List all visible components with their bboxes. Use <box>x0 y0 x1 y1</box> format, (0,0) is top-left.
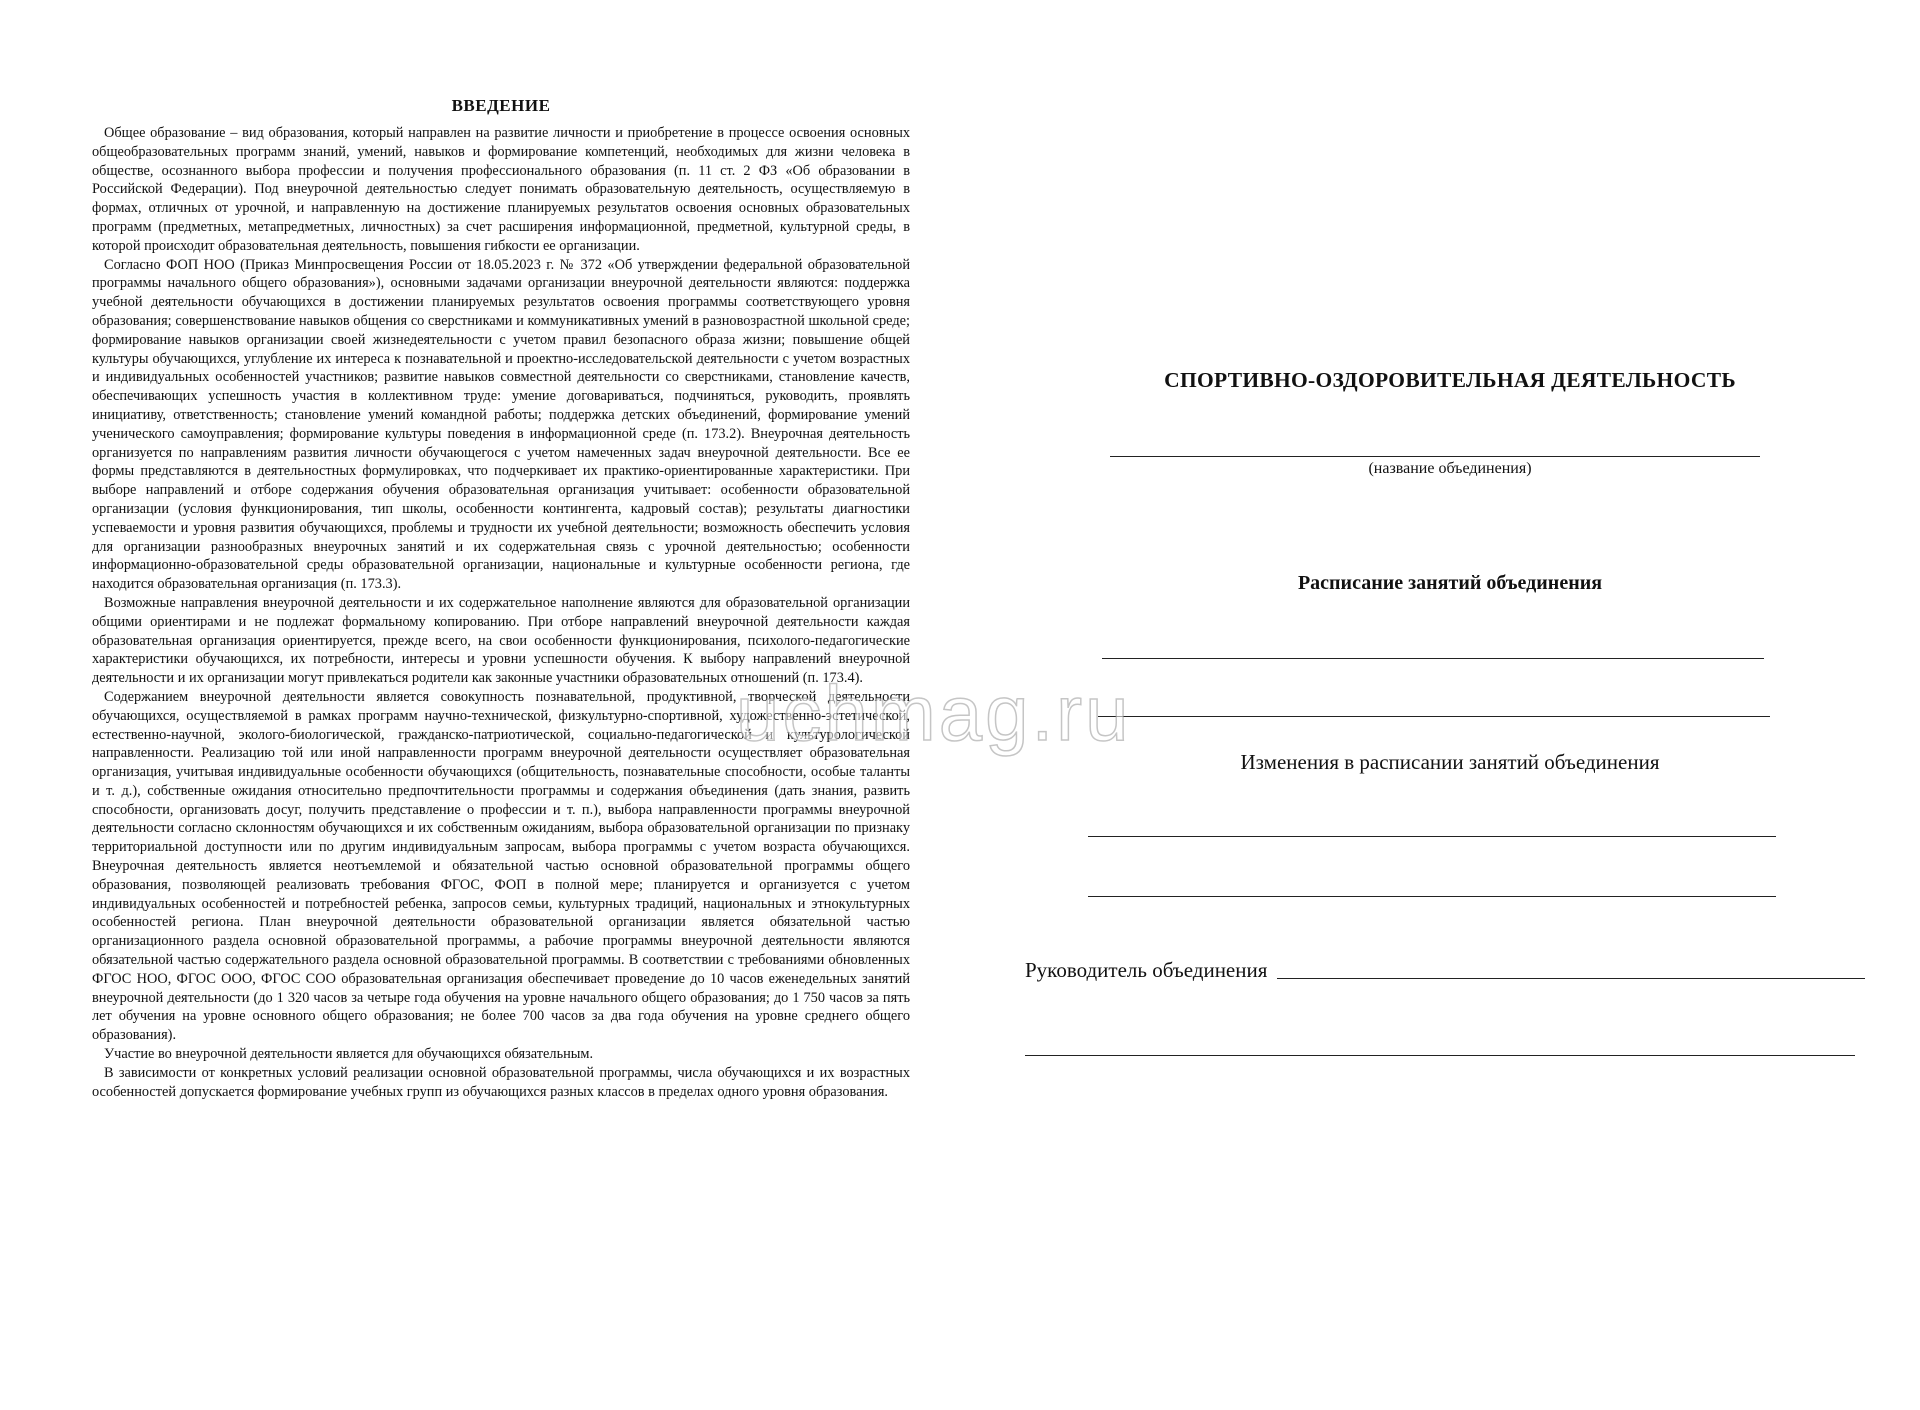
schedule-line-1 <box>1102 658 1764 659</box>
intro-paragraph: Содержанием внеурочной деятельности является совокупность познавательной, продуктивной, творческой деятельности обучающихся, осуществляемой в рамках программ научно-технической, физкультурно-спортивной, художественно-эстетической, естественно-научной, эколого-биологической, гражданско-патриотической, социально-педагогической и культурологической направленности. Реализацию той или иной направленности программ внеурочной деятельности осуществляет образовательная организация, учитывая индивидуальные особенности обучающихся (общительность, познавательные способности, особые таланты и т. д.), собственные ожидания относительно предпочтительности программы и содержания объединения (дать знания, развить способности, организовать досуг, получить представление о профессии и т. п.), выбора направленности программы внеурочной деятельности согласно склонностям обучающихся и их собственным ожиданиям, выбора образовательной организации по признаку территориальной доступности или по другим индивидуальным запросам, выбора программы с учетом возраста обучающихся. Внеурочная деятельность является неотъемлемой и обязательной частью основной образовательной программы общего образования, позволяющей реализовать требования ФГОС, ФОП в полной мере; планируется и организуется с учетом индивидуальных особенностей и потребностей ребенка, запросов семьи, культурных традиций, национальных и этнокультурных особенностей региона. План внеурочной деятельности образовательной организации является обязательной частью организационного раздела основной образовательной программы, а рабочие программы внеурочной деятельности являются обязательной частью содержательного раздела основной образовательной программы. В соответствии с требованиями обновленных ФГОС НОО, ФГОС ООО, ФГОС СОО образовательная организация обеспечивает проведение до 10 часов еженедельных занятий внеурочной деятельности (до 1 320 часов за четыре года обучения на уровне начального общего образования; до 1 750 часов за пять лет обучения на уровне основного общего образования; не более 700 часов за два года обучения на уровне среднего общего образования). <box>92 688 910 1044</box>
leader-name-line <box>1277 978 1865 979</box>
schedule-line-2 <box>1098 716 1770 717</box>
left-page <box>92 96 910 1101</box>
association-name-caption: (название объединения) <box>1368 460 1532 477</box>
intro-paragraph: Общее образование – вид образования, который направлен на развитие личности и приобретение в процессе освоения основных общеобразовательных программ знаний, умений, навыков и формирование компетенций, необходимых для жизни человека в обществе, осознанного выбора профессии и получения профессионального образования (п. 11 ст. 2 ФЗ «Об образовании в Российской Федерации). Под внеурочной деятельностью следует понимать образовательную деятельность, осуществляемую в формах, отличных от урочной, и направленную на достижение планируемых результатов освоения основных образовательных программ (предметных, метапредметных, личностных) за счет расширения информационной, предметной, культурной среды, в которой происходит образовательная деятельность, повышения гибкости ее организации. <box>92 125 910 254</box>
changes-title: Изменения в расписании занятий объединения <box>1240 750 1660 774</box>
right-page <box>1010 0 1890 1410</box>
intro-paragraph: Согласно ФОП НОО (Приказ Минпросвещения России от 18.05.2023 г. № 372 «Об утверждении федеральной образовательной программы начального общего образования»), основными задачами организации внеурочной деятельности являются: поддержка учебной деятельности обучающихся в достижении планируемых результатов освоения программы соответствующего уровня образования; совершенствование навыков общения со сверстниками и коммуникативных умений в разновозрастной школьной среде; формирование навыков организации своей жизнедеятельности с учетом правил безопасного образа жизни; повышение общей культуры обучающихся, углубление их интереса к познавательной и проектно-исследовательской деятельности с учетом возрастных и индивидуальных особенностей участников; развитие навыков совместной деятельности со сверстниками, становление качеств, обеспечивающих успешность участия в коллективном труде: умение договариваться, подчиняться, руководить, проявлять инициативу, ответственность; становление умений командной работы; поддержка детских объединений, формирование умений ученического самоуправления; формирование культуры поведения в информационной среде (п. 173.2). Внеурочная деятельность организуется по направлениям развития личности обучающегося с учетом намеченных задач внеурочной деятельности. Все ее формы представляются в деятельностных формулировках, что подчеркивает их практико-ориентированные характеристики. При выборе направлений и отборе содержания обучения образовательная организация учитывает: особенности образовательной организации (условия функционирования, тип школы, особенности контингента, кадровый состав); результаты диагностики успеваемости и уровня развития обучающихся, проблемы и трудности их учебной деятельности; возможность обеспечить условия для организации разнообразных внеурочных занятий и их содержательная связь с урочной деятельностью; особенности информационно-образовательной среды образовательной организации, национальные и культурные особенности региона, где находится образовательная организация (п. 173.3). <box>92 256 910 593</box>
changes-line-2 <box>1088 896 1776 897</box>
leader-row <box>1025 958 1865 983</box>
leader-extra-line <box>1025 1055 1855 1056</box>
section-title: СПОРТИВНО-ОЗДОРОВИТЕЛЬНАЯ ДЕЯТЕЛЬНОСТЬ <box>1164 368 1736 392</box>
association-name-line <box>1110 456 1760 457</box>
watermark: uchmag.ru <box>736 669 1132 757</box>
leader-label: Руководитель объединения <box>1025 958 1268 982</box>
intro-paragraph: Возможные направления внеурочной деятельности и их содержательное наполнение являются для образовательной организации общими ориентирами и не подлежат формальному копированию. При отборе направлений внеурочной деятельности каждая образовательная организация ориентируется, прежде всего, на свои особенности функционирования, психолого-педагогические характеристики обучающихся, их потребности, интересы и уровни успешности обучения. К выбору направлений внеурочной деятельности и их организации могут привлекаться родители как законные участники образовательных отношений (п. 173.4). <box>92 594 910 687</box>
schedule-title: Расписание занятий объединения <box>1297 572 1603 594</box>
intro-paragraph: Участие во внеурочной деятельности является для обучающихся обязательным. <box>104 1046 594 1063</box>
intro-paragraph: В зависимости от конкретных условий реализации основной образовательной программы, числа обучающихся и их возрастных особенностей допускается формирование учебных групп из обучающихся разных классов в пределах одного уровня образования. <box>92 1064 910 1100</box>
intro-body <box>92 124 910 1101</box>
intro-heading: ВВЕДЕНИЕ <box>451 96 551 115</box>
changes-line-1 <box>1088 836 1776 837</box>
